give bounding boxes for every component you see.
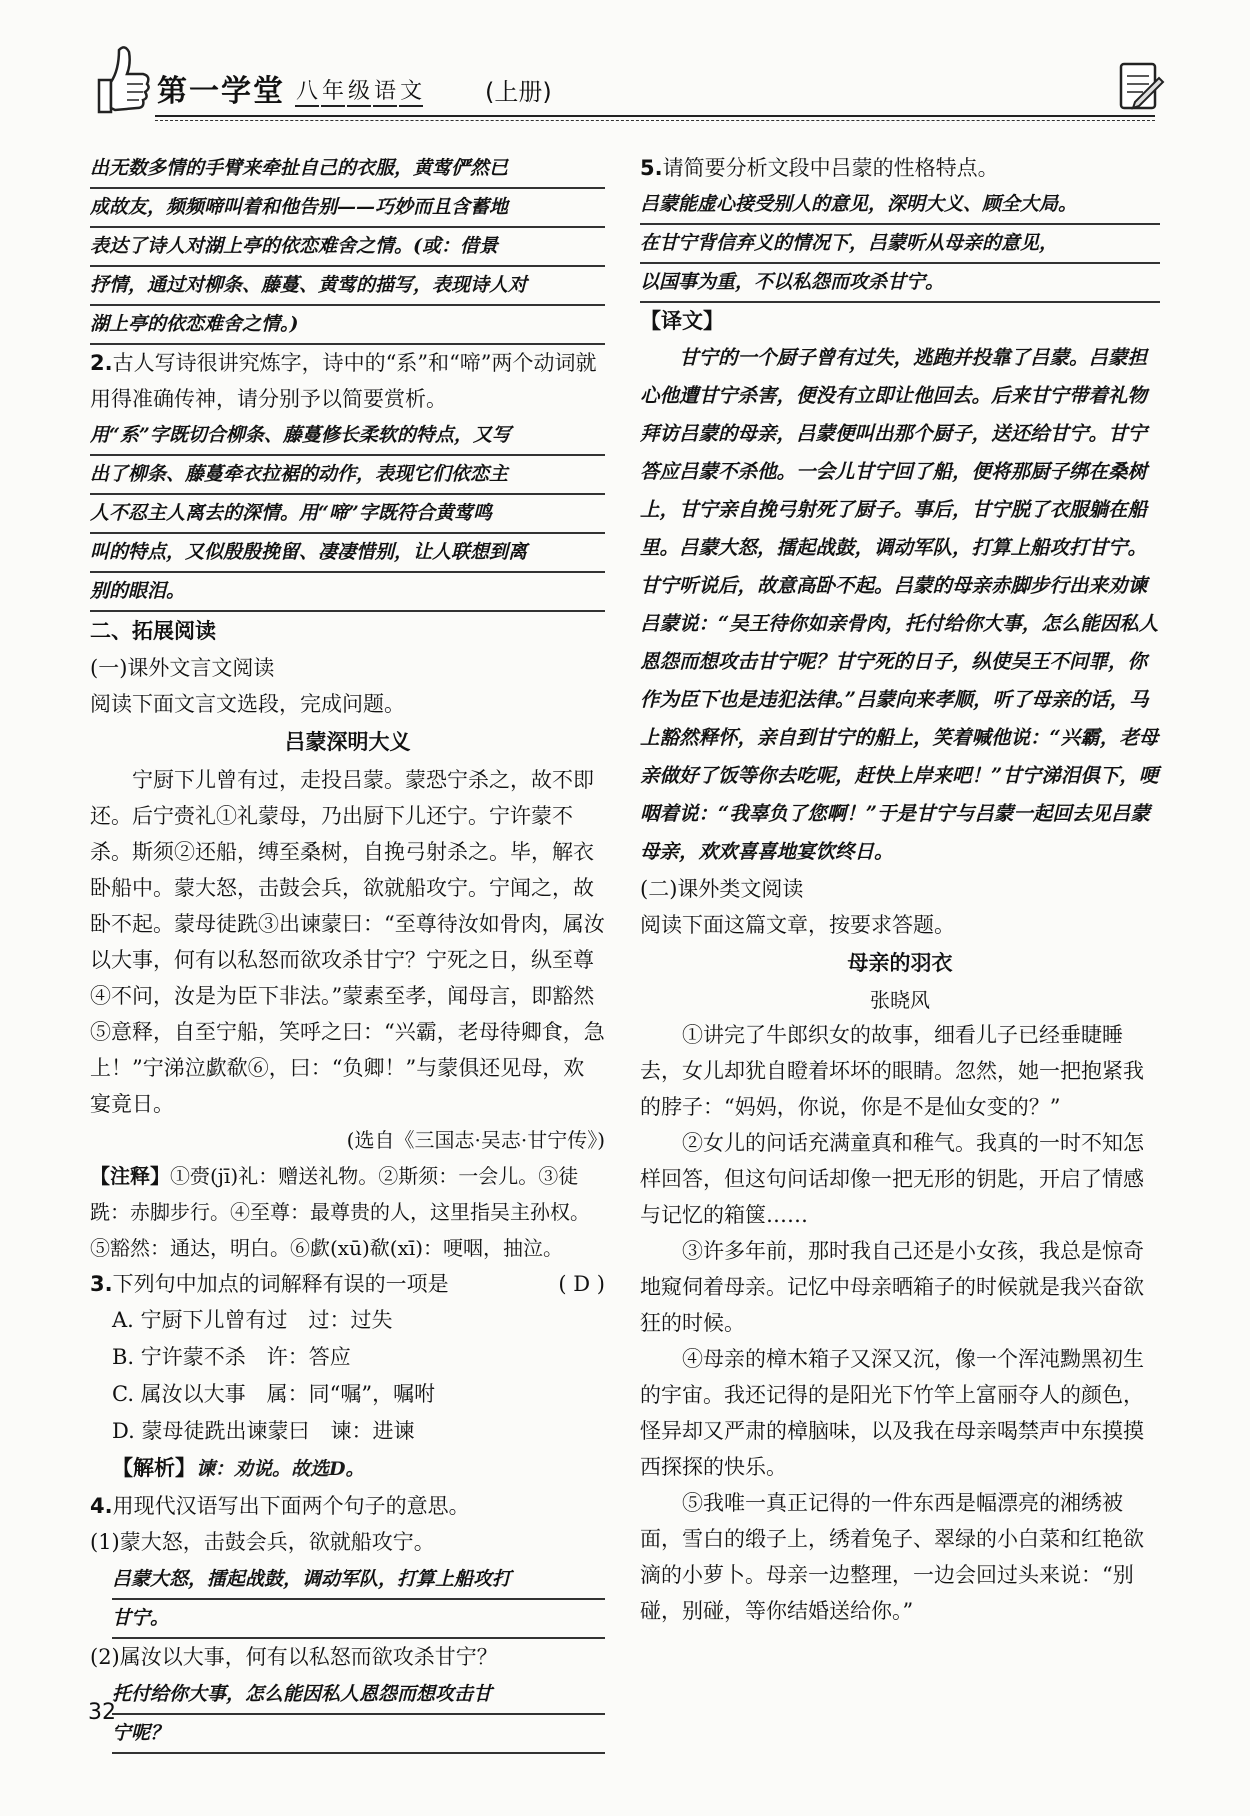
left-column [90,150,605,1754]
option-c: C. 属汝以大事 属：同“嘱”，嘱咐 [112,1382,436,1406]
paragraph-5: ⑤我唯一真正记得的一件东西是幅漂亮的湘绣被面，雪白的缎子上，绣着兔子、翠绿的小白菜和红艳欲滴的小萝卜。母亲一边整理，一边会回过头来说：“别碰，别碰，等你结婚送给你。” [640,1491,1144,1623]
classical-passage: 宁厨下儿曾有过，走投吕蒙。蒙恐宁杀之，故不即还。后宁赍礼①礼蒙母，乃出厨下儿还宁。宁许蒙不杀。斯须②还船，缚至桑树，自挽弓射杀之。毕，解衣卧船中。蒙大怒，击鼓会兵，欲就船攻宁。宁闻之，故卧不起。蒙母徒跣③出谏蒙曰：“至尊待汝如骨肉，属汝以大事，何有以私怒而欲攻杀甘宁？宁死之日，纵至尊④不问，汝是为臣下非法。”蒙素至孝，闻母言，即豁然⑤意释，自至宁船，笑呼之曰：“兴霸，老母待卿食，急上！”宁涕泣歔欷⑥，曰：“负卿！”与蒙俱还见母，欢宴竟日。 [90,768,605,1116]
answer-line: 宁呢？ [112,1715,605,1754]
article-title: 母亲的羽衣 [847,951,953,975]
question-5 [640,150,1160,186]
answer-line: 用“系”字既切合柳条、藤蔓修长柔软的特点，又写 [90,417,605,456]
passage-title: 吕蒙深明大义 [284,730,411,754]
header-rule [155,115,1155,117]
answer-line: 表达了诗人对湖上亭的依恋难舍之情。(或：借景 [90,228,605,267]
q3-answer: ( D ) [558,1272,605,1296]
volume-label: (上册) [485,78,552,106]
paragraph-3: ③许多年前，那时我自己还是小女孩，我总是惊奇地窥伺着母亲。记忆中母亲晒箱子的时候就是我兴奋欲狂的时候。 [640,1239,1144,1335]
instruction: 阅读下面文言文选段，完成问题。 [90,692,405,716]
page-number: 32 [88,1700,116,1725]
instruction: 阅读下面这篇文章，按要求答题。 [640,913,955,937]
question-number: 3. [90,1272,113,1296]
question-text: 用现代汉语写出下面两个句子的意思。 [112,1494,470,1518]
q1-answer [90,150,605,345]
page-header [85,40,1165,120]
grade-char: 八 [295,74,319,107]
q4-answer2 [90,1676,605,1754]
question-4 [90,1488,605,1524]
article-author: 张晓风 [870,988,930,1012]
notebook-pencil-icon [1115,58,1165,114]
series-title: 第一学堂 [157,74,285,109]
answer-line: 以国事为重，不以私怨而攻杀甘宁。 [640,264,1160,303]
passage-source: (选自《三国志·吴志·甘宁传》) [346,1128,605,1152]
thumbs-up-icon [85,40,155,120]
grade-char: 文 [399,74,423,107]
q4-sub2: (2)属汝以大事，何有以私怒而欲攻杀甘宁？ [90,1645,498,1669]
notes-tag: 【注释】 [90,1164,170,1188]
answer-line: 成故友，频频啼叫着和他告别——巧妙而且含蓄地 [90,189,605,228]
q2-answer [90,417,605,612]
subsection-heading: (一)课外文言文阅读 [90,656,275,680]
analysis-tag: 【解析】 [112,1456,196,1480]
translation-tag: 【译文】 [640,309,724,333]
option-b: B. 宁许蒙不杀 许：答应 [112,1345,351,1369]
question-3 [90,1266,605,1302]
paragraph-2: ②女儿的问话充满童真和稚气。我真的一时不知怎样回答，但这句问话却像一把无形的钥匙，开启了情感与记忆的箱箧…… [640,1131,1144,1227]
subsection-heading: (二)课外类文阅读 [640,877,804,901]
question-text: 古人写诗很讲究炼字，诗中的“系”和“啼”两个动词就用得准确传神，请分别予以简要赏析。 [90,351,597,411]
answer-line: 吕蒙大怒，擂起战鼓，调动军队，打算上船攻打 [112,1561,605,1600]
q4-sub1: (1)蒙大怒，击鼓会兵，欲就船攻宁。 [90,1530,435,1554]
answer-line: 叫的特点，又似殷殷挽留、凄凄惜别，让人联想到离 [90,534,605,573]
grade-subject [295,74,425,107]
annotations [90,1158,605,1266]
question-number: 4. [90,1494,113,1518]
question-text: 请简要分析文段中吕蒙的性格特点。 [662,156,999,180]
answer-line: 抒情，通过对柳条、藤蔓、黄莺的描写，表现诗人对 [90,267,605,306]
answer-line: 出了柳条、藤蔓牵衣拉裾的动作，表现它们依恋主 [90,456,605,495]
question-number: 5. [640,156,663,180]
answer-line: 托付给你大事，怎么能因私人恩怨而想攻击甘 [112,1676,605,1715]
notes-text: ①赍(jī)礼：赠送礼物。②斯须：一会儿。③徒跣：赤脚步行。④至尊：最尊贵的人，这里指吴主孙权。⑤豁然：通达，明白。⑥歔(xū)欷(xī)：哽咽，抽泣。 [90,1164,590,1260]
paragraph-4: ④母亲的樟木箱子又深又沉，像一个浑沌黝黑初生的宇宙。我还记得的是阳光下竹竿上富丽夺人的颜色，怪异却又严肃的樟脑味，以及我在母亲喝禁声中东摸摸西探探的快乐。 [640,1347,1144,1479]
translation-text: 甘宁的一个厨子曾有过失，逃跑并投靠了吕蒙。吕蒙担心他遭甘宁杀害，便没有立即让他回去。后来甘宁带着礼物拜访吕蒙的母亲，吕蒙便叫出那个厨子，送还给甘宁。甘宁答应吕蒙不杀他。一会儿甘宁回了船，便将那厨子绑在桑树上，甘宁亲自挽弓射死了厨子。事后，甘宁脱了衣服躺在船里。吕蒙大怒，擂起战鼓，调动军队，打算上船攻打甘宁。甘宁听说后，故意高卧不起。吕蒙的母亲赤脚步行出来劝谏吕蒙说：“吴王待你如亲骨肉，托付给你大事，怎么能因私人恩怨而想攻击甘宁呢？甘宁死的日子，纵使吴王不问罪，你作为臣下也是违犯法律。”吕蒙向来孝顺，听了母亲的话，马上豁然释怀，亲自到甘宁的船上，笑着喊他说：“兴霸，老母亲做好了饭等你去吃呢，赶快上岸来吧！”甘宁涕泪俱下，哽咽着说：“我辜负了您啊！”于是甘宁与吕蒙一起回去见吕蒙母亲，欢欢喜喜地宴饮终日。 [640,346,1159,863]
analysis-text: 谏：劝说。故选D。 [196,1458,365,1480]
answer-line: 出无数多情的手臂来牵扯自己的衣服，黄莺俨然已 [90,150,605,189]
header-rule-dashed [155,120,1155,121]
grade-char: 年 [321,74,345,107]
option-d: D. 蒙母徒跣出谏蒙曰 谏：进谏 [112,1419,415,1443]
question-2 [90,345,605,417]
question-text: 下列句中加点的词解释有误的一项是 [112,1272,449,1296]
answer-line: 在甘宁背信弃义的情况下，吕蒙听从母亲的意见， [640,225,1160,264]
q3-analysis [90,1450,605,1488]
q5-answer [640,186,1160,303]
paragraph-1: ①讲完了牛郎织女的故事，细看儿子已经垂睫睡去，女儿却犹自瞪着坏坏的眼睛。忽然，她一把抱紧我的脖子：“妈妈，你说，你是不是仙女变的？” [640,1023,1144,1119]
answer-line: 甘宁。 [112,1600,605,1639]
option-a: A. 宁厨下儿曾有过 过：过失 [112,1308,393,1332]
question-number: 2. [90,351,113,375]
right-column [640,150,1160,1629]
grade-char: 级 [347,74,371,107]
q4-answer1 [90,1561,605,1639]
answer-line: 人不忍主人离去的深情。用“啼”字既符合黄莺鸣 [90,495,605,534]
section-heading: 二、拓展阅读 [90,619,216,643]
grade-char: 语 [373,74,397,107]
answer-line: 别的眼泪。 [90,573,605,612]
answer-line: 湖上亭的依恋难舍之情。) [90,306,605,345]
answer-line: 吕蒙能虚心接受别人的意见，深明大义、顾全大局。 [640,186,1160,225]
